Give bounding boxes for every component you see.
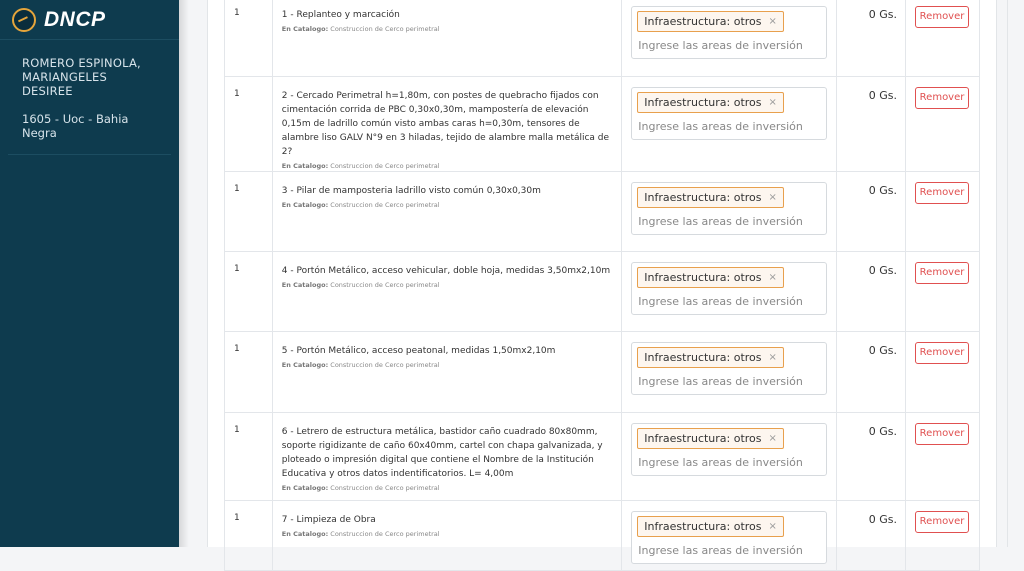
item-catalog — [282, 483, 611, 493]
tag-remove-icon[interactable]: × — [768, 521, 777, 532]
action-cell — [906, 172, 980, 252]
area-tag — [637, 267, 784, 288]
item-description: 6 - Letrero de estructura metálica, bastidor caño cuadrado 80x80mm, soporte rigidizante de caño 60x40mm, cartel con chapa galvanizada, y ploteado o impresión digital que contiene el Nombre de la Institución Educativa y otros datos indentificatorios. L= 4,00m — [281, 427, 603, 479]
action-cell — [906, 0, 980, 77]
item-description: 4 - Portón Metálico, acceso vehicular, doble hoja, medidas 3,50mx2,10m — [281, 266, 611, 276]
qty-cell — [225, 413, 273, 501]
area-tag-label: Infraestructura: otros — [644, 271, 762, 284]
area-tag-input[interactable] — [631, 511, 827, 564]
item-price: 0 Gs. — [868, 8, 898, 21]
catalog-label: En Catalogo: — [281, 281, 329, 289]
item-description: 3 - Pilar de mamposteria ladrillo visto común 0,30x0,30m — [281, 186, 541, 196]
catalog-value: Construccion de Cerco perimetral — [330, 484, 440, 492]
area-input-placeholder[interactable]: Ingrese las areas de inversión — [638, 375, 803, 388]
area-tag — [637, 516, 784, 537]
area-tag — [637, 428, 784, 449]
item-catalog — [282, 200, 611, 210]
table-row — [225, 77, 980, 172]
area-tag — [637, 347, 784, 368]
remove-button[interactable]: Remover — [915, 6, 969, 28]
table-row — [225, 0, 980, 77]
item-catalog — [282, 280, 611, 290]
area-tag-input[interactable] — [631, 87, 827, 140]
areas-cell — [622, 77, 837, 172]
qty-cell — [225, 252, 273, 332]
areas-cell — [622, 252, 837, 332]
remove-button[interactable]: Remover — [915, 262, 969, 284]
items-table — [224, 0, 980, 571]
item-catalog — [282, 529, 611, 539]
action-cell — [906, 332, 980, 413]
catalog-label: En Catalogo: — [281, 162, 329, 170]
price-cell — [837, 413, 906, 501]
remove-button[interactable]: Remover — [915, 342, 969, 364]
description-cell — [272, 77, 621, 172]
user-name-line2: MARIANGELES DESIREE — [22, 70, 107, 98]
catalog-label: En Catalogo: — [281, 201, 329, 209]
item-description: 5 - Portón Metálico, acceso peatonal, medidas 1,50mx2,10m — [281, 346, 556, 356]
panel-edge — [1007, 0, 1008, 547]
action-cell — [906, 77, 980, 172]
tag-remove-icon[interactable]: × — [768, 433, 777, 444]
area-tag-input[interactable] — [631, 262, 827, 315]
remove-button[interactable]: Remover — [915, 511, 969, 533]
item-description: 7 - Limpieza de Obra — [281, 515, 376, 525]
dncp-logo-icon — [12, 8, 36, 32]
sidebar — [0, 0, 179, 547]
item-catalog — [282, 360, 611, 370]
area-tag-label: Infraestructura: otros — [644, 432, 762, 445]
item-price: 0 Gs. — [868, 264, 898, 277]
price-cell — [837, 172, 906, 252]
area-tag-label: Infraestructura: otros — [644, 351, 762, 364]
user-unit: 1605 - Uoc - Bahia Negra — [22, 112, 129, 140]
areas-cell — [622, 413, 837, 501]
area-tag-input[interactable] — [631, 6, 827, 59]
item-quantity: 1 — [234, 344, 240, 354]
item-quantity: 1 — [234, 8, 240, 18]
qty-cell — [225, 332, 273, 413]
description-cell — [272, 501, 621, 571]
description-cell — [272, 0, 621, 77]
areas-cell — [622, 332, 837, 413]
item-quantity: 1 — [234, 184, 240, 194]
area-tag-input[interactable] — [631, 423, 827, 476]
areas-cell — [622, 172, 837, 252]
area-tag — [637, 92, 784, 113]
area-tag-label: Infraestructura: otros — [644, 15, 762, 28]
catalog-value: Construccion de Cerco perimetral — [330, 201, 440, 209]
area-input-placeholder[interactable]: Ingrese las areas de inversión — [638, 544, 803, 557]
catalog-label: En Catalogo: — [281, 361, 329, 369]
tag-remove-icon[interactable]: × — [768, 16, 777, 27]
item-quantity: 1 — [234, 89, 240, 99]
user-info — [8, 40, 171, 155]
area-input-placeholder[interactable]: Ingrese las areas de inversión — [638, 295, 803, 308]
item-price: 0 Gs. — [868, 89, 898, 102]
action-cell — [906, 501, 980, 571]
action-cell — [906, 252, 980, 332]
item-quantity: 1 — [234, 425, 240, 435]
description-cell — [272, 332, 621, 413]
catalog-value: Construccion de Cerco perimetral — [330, 281, 440, 289]
remove-button[interactable]: Remover — [915, 423, 969, 445]
area-input-placeholder[interactable]: Ingrese las areas de inversión — [638, 39, 803, 52]
action-cell — [906, 413, 980, 501]
price-cell — [837, 0, 906, 77]
description-cell — [272, 413, 621, 501]
item-description: 2 - Cercado Perimetral h=1,80m, con postes de quebracho fijados con cimentación corrida de PBC 0,30x0,30m, mampostería de elevación 0,15m de ladrillo común visto ambas caras h=0,30m, tensores de alambre liso GALV N°9 en 3 hiladas, tejido de alambre malla metálica de 2? — [281, 91, 610, 157]
item-price: 0 Gs. — [868, 513, 898, 526]
areas-cell — [622, 501, 837, 571]
item-price: 0 Gs. — [868, 425, 898, 438]
area-tag-input[interactable] — [631, 182, 827, 235]
item-price: 0 Gs. — [868, 344, 898, 357]
qty-cell — [225, 0, 273, 77]
item-description: 1 - Replanteo y marcación — [281, 10, 400, 20]
price-cell — [837, 501, 906, 571]
price-cell — [837, 77, 906, 172]
tag-remove-icon[interactable]: × — [768, 97, 777, 108]
catalog-label: En Catalogo: — [281, 25, 329, 33]
area-input-placeholder[interactable]: Ingrese las areas de inversión — [638, 120, 803, 133]
table-row — [225, 172, 980, 252]
catalog-value: Construccion de Cerco perimetral — [330, 530, 440, 538]
area-tag-label: Infraestructura: otros — [644, 520, 762, 533]
catalog-value: Construccion de Cerco perimetral — [330, 25, 440, 33]
item-quantity: 1 — [234, 513, 240, 523]
brand-name: DNCP — [44, 7, 106, 31]
brand[interactable] — [0, 0, 179, 40]
area-tag — [637, 11, 784, 32]
items-table-body — [225, 0, 980, 571]
remove-button[interactable]: Remover — [915, 182, 969, 204]
item-catalog — [282, 24, 611, 34]
table-row — [225, 501, 980, 571]
tag-remove-icon[interactable]: × — [768, 352, 777, 363]
area-tag — [637, 187, 784, 208]
area-tag-label: Infraestructura: otros — [644, 191, 762, 204]
catalog-label: En Catalogo: — [281, 484, 329, 492]
user-name-line1: ROMERO ESPINOLA, — [22, 56, 141, 70]
catalog-value: Construccion de Cerco perimetral — [330, 361, 440, 369]
table-row — [225, 413, 980, 501]
catalog-label: En Catalogo: — [281, 530, 329, 538]
areas-cell — [622, 0, 837, 77]
table-row — [225, 332, 980, 413]
qty-cell — [225, 77, 273, 172]
remove-button[interactable]: Remover — [915, 87, 969, 109]
table-row — [225, 252, 980, 332]
item-catalog — [282, 161, 611, 171]
item-quantity: 1 — [234, 264, 240, 274]
catalog-value: Construccion de Cerco perimetral — [330, 162, 440, 170]
area-input-placeholder[interactable]: Ingrese las areas de inversión — [638, 456, 803, 469]
qty-cell — [225, 172, 273, 252]
tag-remove-icon[interactable]: × — [768, 272, 777, 283]
area-tag-input[interactable] — [631, 342, 827, 395]
sidebar-shadow — [179, 0, 189, 547]
qty-cell — [225, 501, 273, 571]
price-cell — [837, 332, 906, 413]
area-input-placeholder[interactable]: Ingrese las areas de inversión — [638, 215, 803, 228]
price-cell — [837, 252, 906, 332]
tag-remove-icon[interactable]: × — [768, 192, 777, 203]
area-tag-label: Infraestructura: otros — [644, 96, 762, 109]
item-price: 0 Gs. — [868, 184, 898, 197]
description-cell — [272, 252, 621, 332]
description-cell — [272, 172, 621, 252]
